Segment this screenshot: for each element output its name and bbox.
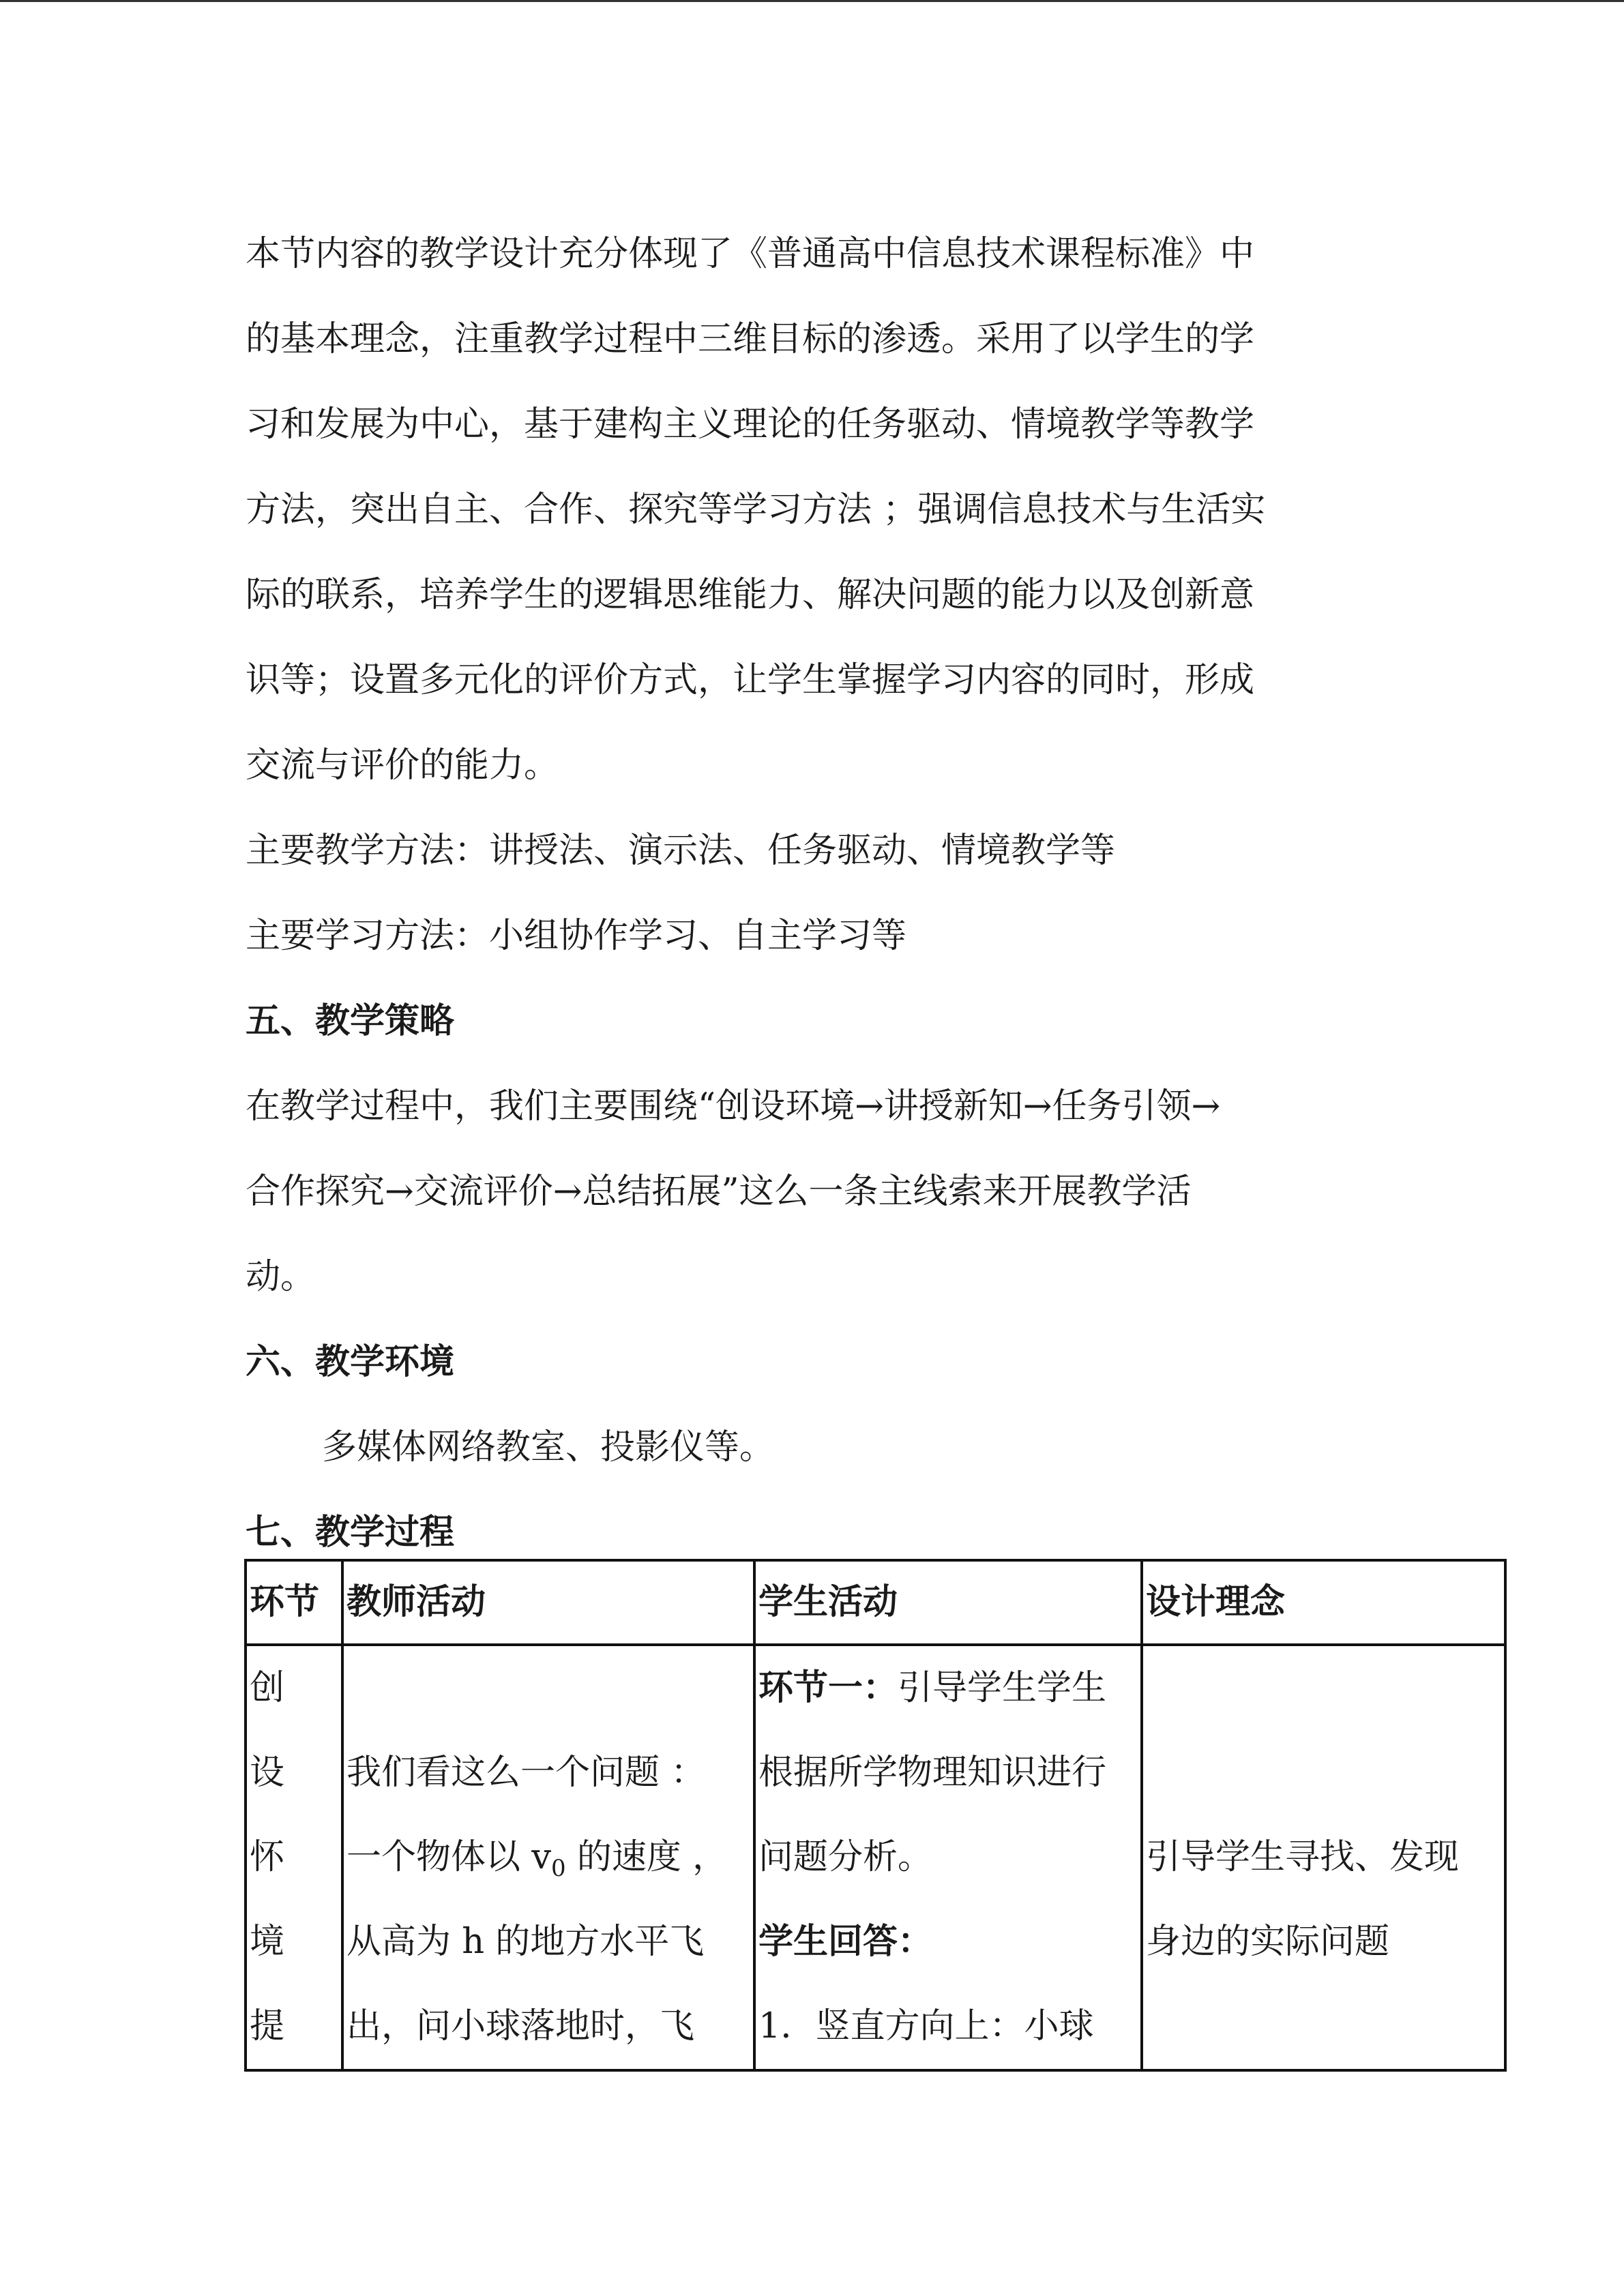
stage-char: 创 (250, 1668, 285, 1708)
section-5-line: 动。 (246, 1257, 316, 1297)
step-label: 环节一： (758, 1668, 898, 1708)
header-stage: 环节 (246, 1560, 342, 1645)
student-line (758, 1646, 1138, 1731)
spacer (346, 1646, 750, 1731)
stage-char: 怀 (250, 1837, 285, 1877)
header-student-activity: 学生活动 (754, 1560, 1142, 1645)
header-teacher-activity: 教师活动 (342, 1560, 754, 1645)
intro-line: 的基本理念，注重教学过程中三维目标的渗透。采用了以学生的学 (246, 319, 1255, 359)
section-5-line: 合作探究→交流评价→总结拓展”这么一条主线索来开展教学活 (246, 1172, 1192, 1212)
stage-char: 提 (250, 2006, 285, 2046)
teacher-activity-cell (342, 1645, 754, 2070)
teacher-line (346, 1815, 750, 1900)
intro-line: 方法，突出自主、合作、探究等学习方法 ；强调信息技术与生活实 (246, 490, 1266, 530)
learning-methods: 主要学习方法：小组协作学习、自主学习等 (246, 916, 907, 956)
student-line: 1．竖直方向上：小球 (758, 2006, 1094, 2046)
stage-char: 境 (250, 1922, 285, 1962)
student-line-text: 引导学生学生 (898, 1668, 1107, 1708)
intro-line: 际的联系，培养学生的逻辑思维能力、解决问题的能力以及创新意 (246, 575, 1255, 615)
teacher-line: 我们看这么一个问题 ： (346, 1753, 706, 1793)
page-top-border (0, 0, 1624, 2)
design-line: 引导学生寻找、发现 (1146, 1837, 1460, 1877)
student-activity-cell (754, 1645, 1142, 2070)
intro-paragraph (246, 211, 1391, 808)
intro-line: 本节内容的教学设计充分体现了《普通高中信息技术课程标准》中 (246, 234, 1255, 274)
stage-cell (246, 1645, 342, 2070)
teacher-line: 出，问小球落地时，飞 (346, 2006, 695, 2046)
design-concept-cell (1142, 1645, 1505, 2070)
stage-char: 设 (250, 1753, 285, 1793)
student-answer-label: 学生回答： (758, 1922, 933, 1962)
section-6-text: 多媒体网络教室、投影仪等。 (322, 1427, 775, 1467)
teaching-process-table (244, 1559, 1507, 2072)
student-line: 根据所学物理知识进行 (758, 1753, 1107, 1793)
section-6-heading: 六、教学环境 (246, 1342, 455, 1382)
document-body (246, 211, 1391, 1575)
spacer (1146, 1731, 1501, 1815)
design-line: 身边的实际问题 (1146, 1922, 1390, 1962)
teacher-line: 从高为 h 的地方水平飞 (346, 1922, 705, 1962)
intro-line: 识等；设置多元化的评价方式，让学生掌握学习内容的同时，形成 (246, 660, 1255, 700)
subscript-zero: 0 (551, 1855, 566, 1883)
intro-line: 习和发展为中心，基于建构主义理论的任务驱动、情境教学等教学 (246, 404, 1255, 445)
teacher-line-text: 的速度 ， (565, 1837, 728, 1877)
intro-line: 交流与评价的能力。 (246, 745, 559, 786)
teaching-methods: 主要教学方法：讲授法、演示法、任务驱动、情境教学等 (246, 831, 1116, 871)
header-design-concept: 设计理念 (1142, 1560, 1505, 1645)
student-line: 问题分析。 (758, 1837, 933, 1877)
table-row (246, 1645, 1505, 2070)
section-7-heading: 七、教学过程 (246, 1512, 455, 1553)
section-5-line: 在教学过程中，我们主要围绕“创设环境→讲授新知→任务引领→ (246, 1086, 1221, 1127)
section-5-heading: 五、教学策略 (246, 1001, 455, 1041)
table-header-row (246, 1560, 1505, 1645)
spacer (1146, 1646, 1501, 1731)
teacher-line-text: 一个物体以 v (346, 1837, 552, 1877)
